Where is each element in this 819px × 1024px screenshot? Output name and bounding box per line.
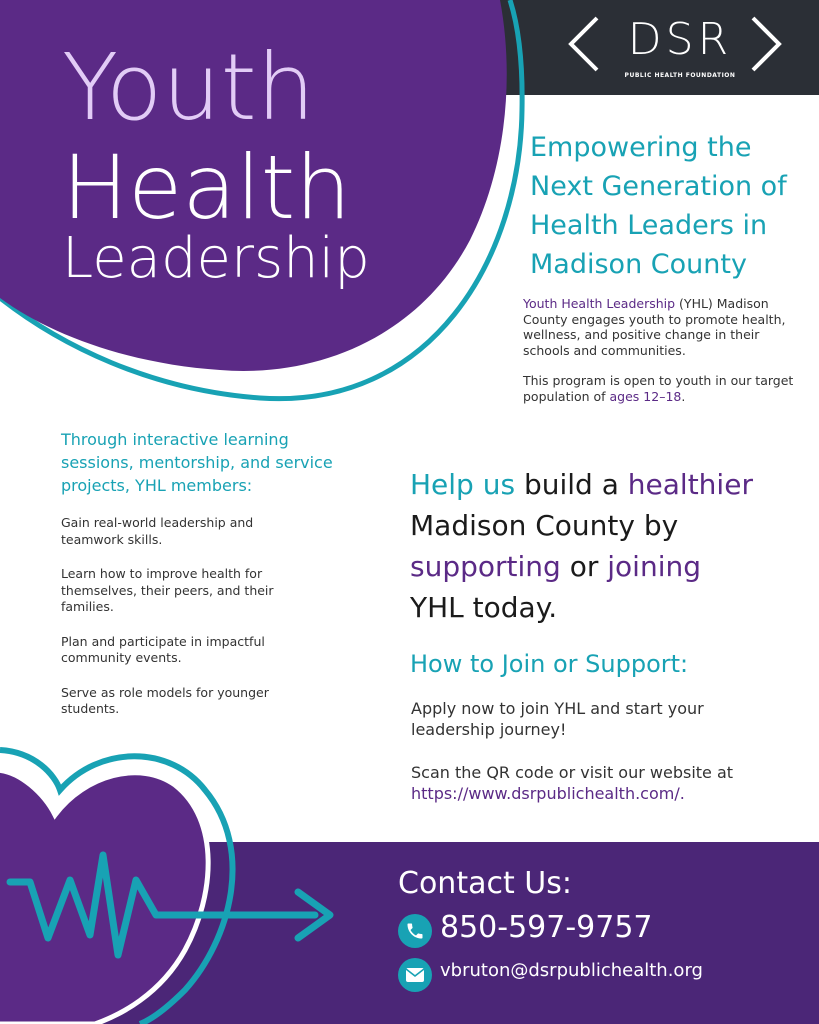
intro-p2: This program is open to youth in our target population of <box>523 373 794 404</box>
cta-build-a: build a <box>515 468 628 501</box>
phone-icon <box>398 914 432 948</box>
headline: Empowering the Next Generation of Health Leaders in Madison County <box>530 132 787 280</box>
age-range: ages 12–18 <box>609 388 682 404</box>
program-name: Youth Health Leadership <box>523 296 676 311</box>
cta-today: YHL today. <box>410 591 558 624</box>
apply-text: Apply now to join YHL and start your leadership journey! <box>411 699 704 739</box>
logo-subtitle: PUBLIC HEALTH FOUNDATION <box>624 72 736 79</box>
email-icon <box>398 958 432 992</box>
scan-text <box>411 762 801 804</box>
cta-healthier: healthier <box>627 468 753 501</box>
benefit-item: Serve as role models for younger students. <box>61 684 269 716</box>
title-youth: Youth <box>62 34 315 141</box>
through-heading: Through interactive learning sessions, mentorship, and service projects, YHL members: <box>61 430 333 495</box>
title-leadership: Leadership <box>62 226 370 291</box>
intro-p2-end: . <box>681 388 686 404</box>
phone-number[interactable]: 850-597-9757 <box>440 910 653 945</box>
cta-help-us: Help us <box>410 468 516 501</box>
cta-madison: Madison County by <box>410 509 679 542</box>
cta-joining: joining <box>607 550 701 583</box>
how-to-heading: How to Join or Support: <box>410 650 689 678</box>
benefit-item: Learn how to improve health for themselves, their peers, and their families. <box>61 566 274 614</box>
website-link[interactable]: https://www.dsrpublichealth.com/. <box>411 784 685 803</box>
intro-text <box>523 296 803 419</box>
cta-or: or <box>560 550 608 583</box>
logo: DSR <box>627 14 733 65</box>
cta-supporting: supporting <box>410 550 561 583</box>
benefit-item: Plan and participate in impactful community events. <box>61 633 265 665</box>
title-health: Health <box>62 136 351 239</box>
call-to-action <box>410 464 800 628</box>
email-address[interactable]: vbruton@dsrpublichealth.org <box>440 960 703 981</box>
benefit-item: Gain real-world leadership and teamwork skills. <box>61 515 254 547</box>
intro-p1: (YHL) Madison County engages youth to promote health, wellness, and positive change in their schools and communities. <box>523 296 786 358</box>
scan-label: Scan the QR code or visit our website at <box>411 763 734 782</box>
benefits-list <box>61 515 301 736</box>
contact-title: Contact Us: <box>398 866 572 901</box>
